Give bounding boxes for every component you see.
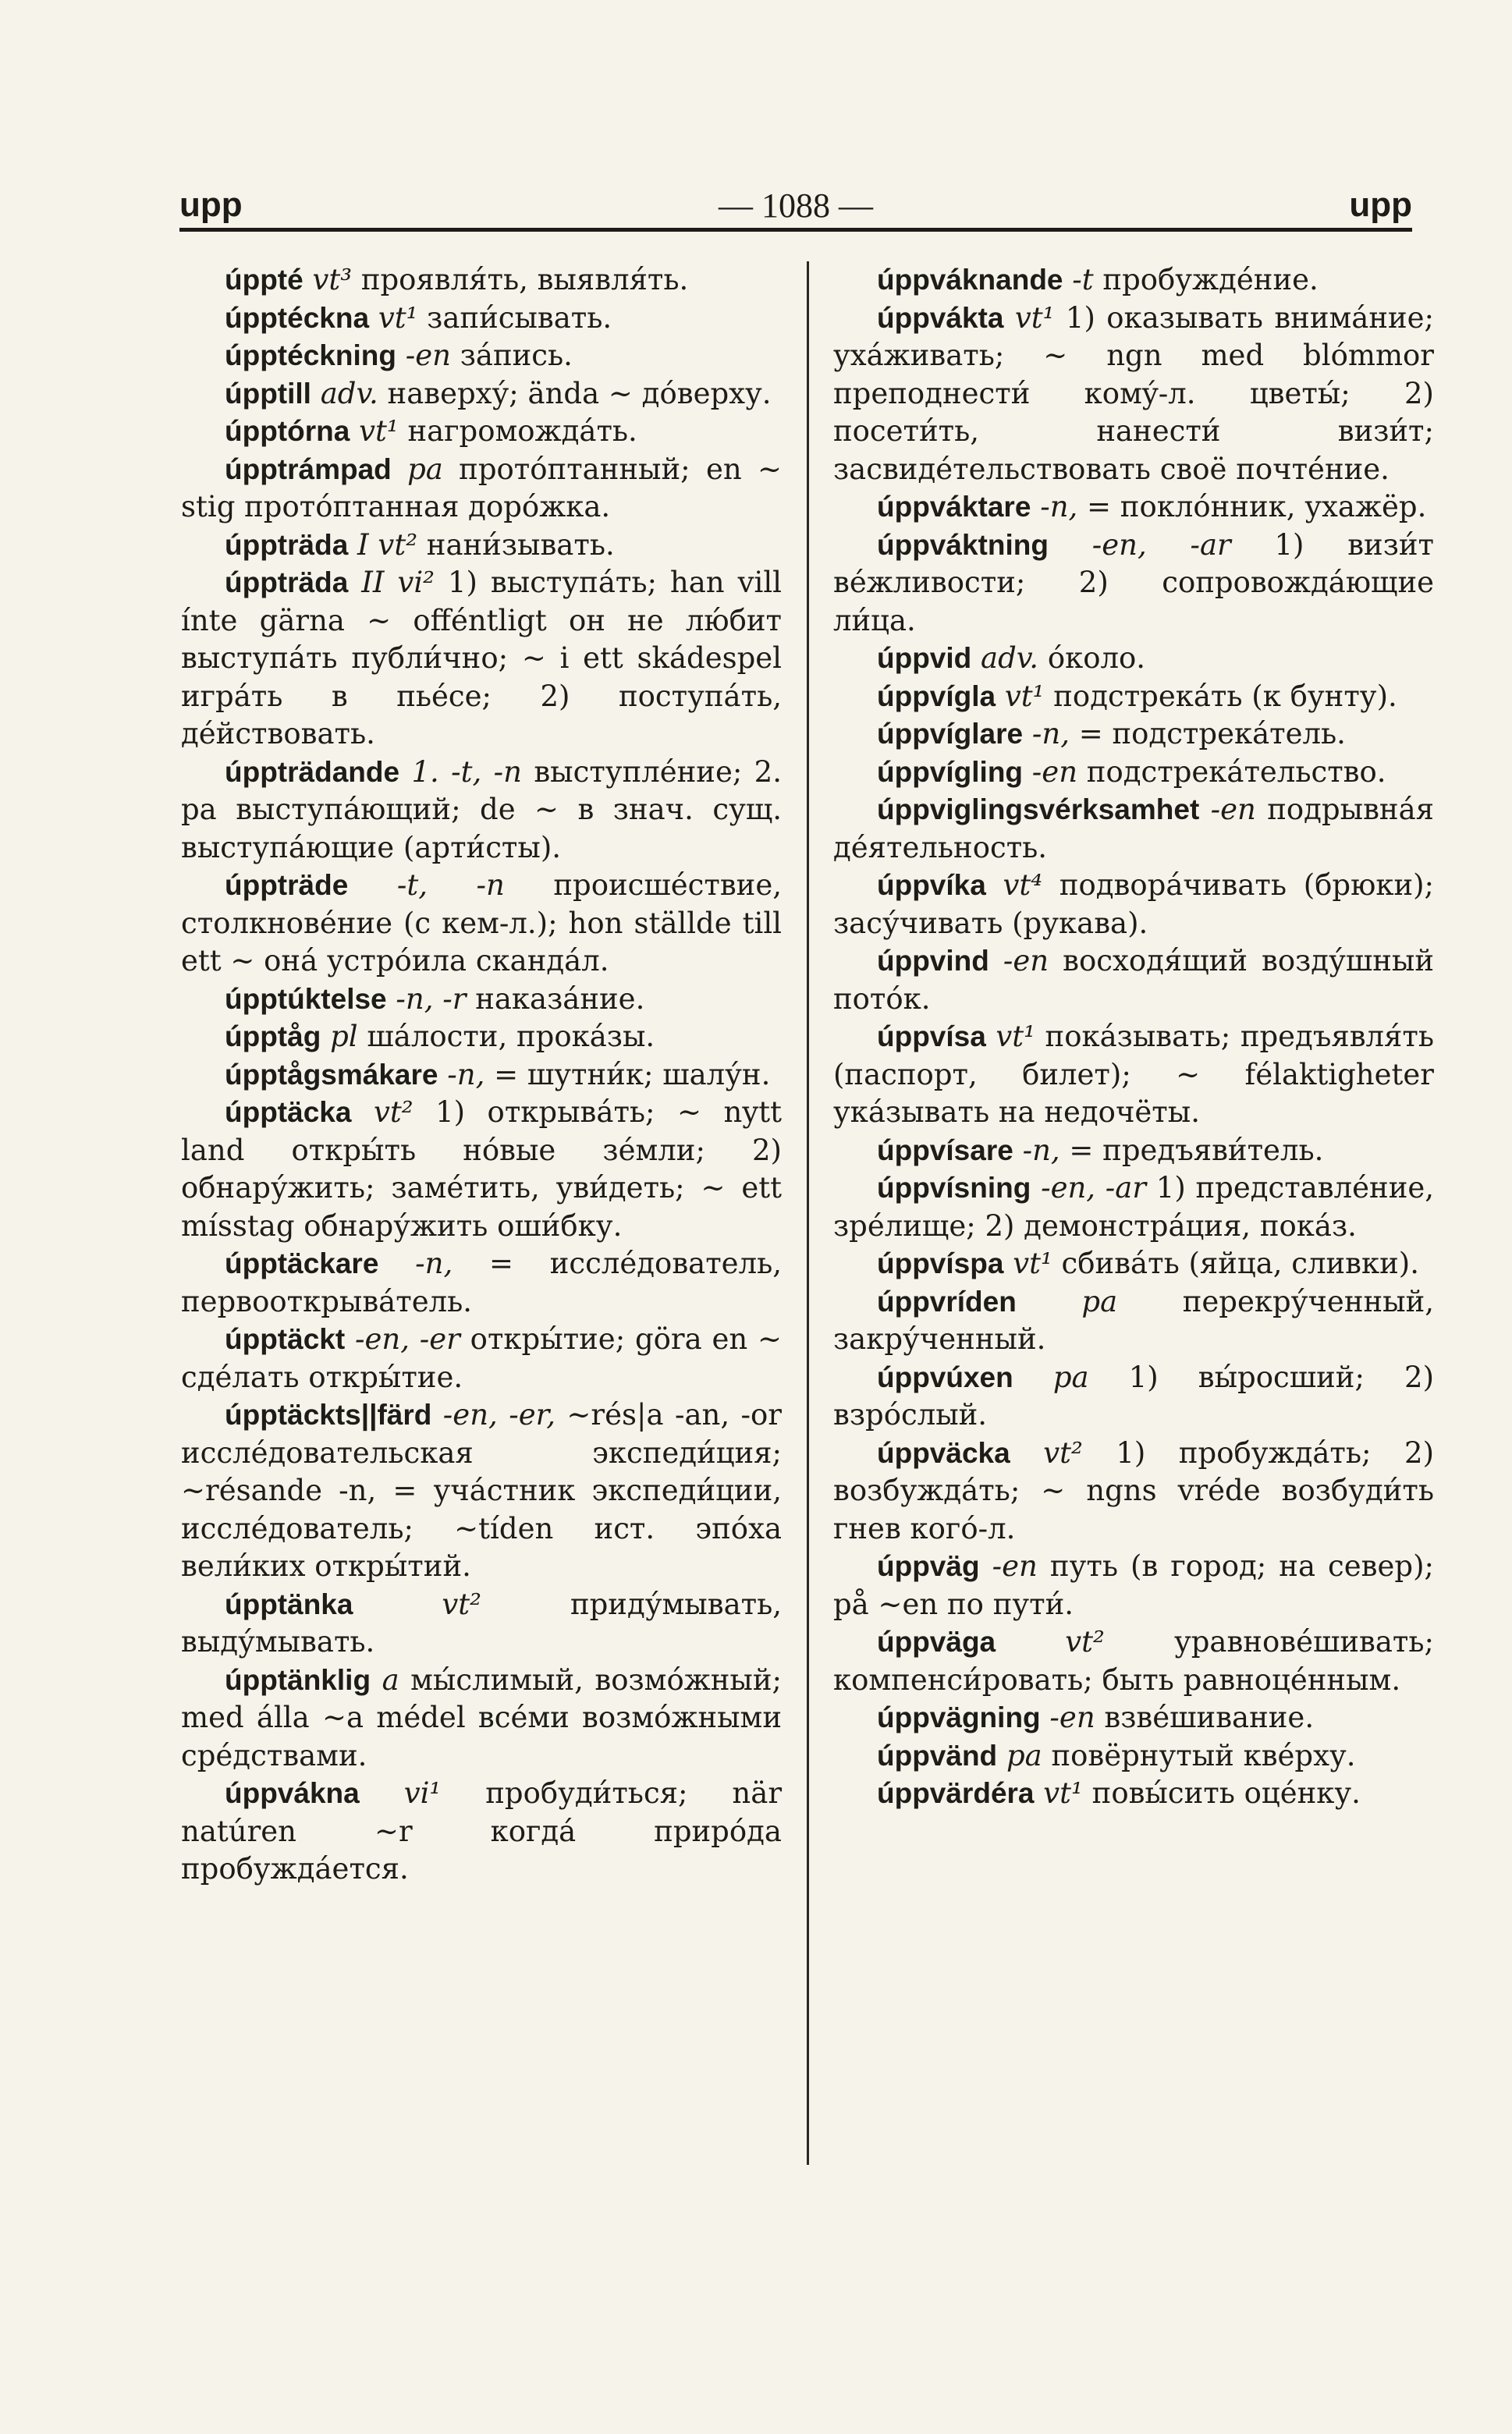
dictionary-entry	[181, 375, 782, 413]
headword: úpptéckning	[225, 339, 396, 371]
translation: 1) открыва́ть; ~ nytt land откры́ть нóвые зéмли; 2) обнару́жить; заме́тить, уви́деть; ~ ett mísstag обнару́жить оши́бку.	[181, 1095, 783, 1243]
grammar-label: -n, =	[415, 1247, 514, 1280]
grammar-label: -n, =	[1040, 490, 1112, 523]
translation: за́пись.	[450, 339, 573, 372]
grammar-label: vt¹	[1013, 1247, 1052, 1280]
headword: úppträda	[225, 566, 349, 598]
grammar-label: -n, =	[447, 1057, 519, 1091]
grammar-label: -en	[405, 339, 451, 372]
grammar-label: vt¹	[996, 1020, 1035, 1053]
translation: 1) выступа́ть; han vill ínte gärna ~ offéntligt он не лю́бит выступа́ть публи́чно; ~ i ett skádespel игра́ть в пье́се; 2) поступа́ть, де́йствовать.	[181, 566, 782, 750]
headword: úppvígling	[877, 755, 1024, 788]
dictionary-entry	[181, 1586, 782, 1662]
grammar-label: pl	[330, 1020, 358, 1053]
translation: пока́зывать; предъявля́ть (паспорт, билет); ~ félaktigheter ука́зывать на недочёты.	[833, 1020, 1435, 1129]
dictionary-entry	[833, 1283, 1434, 1359]
translation: наверху́; ända ~ до́верху.	[378, 376, 772, 410]
headword: úppväga	[877, 1626, 996, 1658]
grammar-label: -en, -ar	[1091, 527, 1231, 562]
headword: úppvind	[877, 945, 989, 977]
translation: 1) вы́росший; 2) взрóслый.	[833, 1360, 1434, 1432]
translation: откры́тие; göra en ~ сде́лать откры́тие.	[181, 1322, 782, 1394]
grammar-label: pa	[1052, 1360, 1089, 1394]
dictionary-entry	[833, 1018, 1434, 1132]
header-rule	[179, 228, 1412, 232]
headword: úppvísare	[877, 1134, 1013, 1166]
headword: úpptäcka	[225, 1096, 352, 1128]
grammar-label: -en	[1049, 1701, 1095, 1734]
translation: подрывна́я де́ятельность.	[833, 793, 1434, 864]
grammar-label: II vi²	[361, 566, 435, 599]
translation: восходя́щий возду́шный потóк.	[833, 944, 1435, 1016]
grammar-label: vt¹	[1014, 300, 1055, 335]
dictionary-entry	[181, 564, 782, 754]
headword: úpptill	[225, 377, 311, 410]
translation: подстрека́тель.	[1102, 717, 1346, 750]
dictionary-entry	[181, 1094, 782, 1245]
headword: úppvákta	[877, 301, 1004, 334]
headword: úpptúktelse	[225, 982, 387, 1015]
grammar-label: -n, -r	[396, 981, 467, 1016]
translation: подстрека́ть (к бунту).	[1044, 679, 1397, 713]
grammar-label: -en	[1003, 944, 1049, 978]
dictionary-entry	[833, 300, 1434, 489]
grammar-label: adv.	[981, 641, 1039, 675]
grammar-label: pa	[407, 452, 443, 486]
headword: úpptänklig	[225, 1663, 371, 1696]
translation: проявля́ть, выявля́ть.	[352, 263, 689, 296]
dictionary-entry	[833, 488, 1434, 527]
translation: протóптанный; en ~ stig протóптанная дорóжка.	[181, 452, 782, 523]
headword: úpptäckare	[225, 1247, 379, 1279]
grammar-label: vt²	[1065, 1625, 1105, 1659]
translation: взве́шивание.	[1095, 1701, 1315, 1734]
dictionary-entry	[833, 942, 1434, 1018]
dictionary-entry	[181, 451, 782, 527]
right-column	[833, 261, 1434, 1813]
dictionary-entry	[833, 1737, 1434, 1776]
dictionary-entry	[833, 261, 1434, 300]
dictionary-entry	[833, 1623, 1434, 1699]
translation: путь (в город; на север); på ~en по пути́.	[833, 1549, 1434, 1621]
grammar-label: -n, =	[1022, 1133, 1094, 1167]
translation: 1) представле́ние, зре́лище; 2) демонстра́ция, пока́з.	[833, 1171, 1435, 1243]
grammar-label: I vt²	[357, 527, 418, 562]
translation: ша́лости, прока́зы.	[357, 1020, 655, 1053]
dictionary-entry	[181, 1775, 782, 1889]
translation: повёрнутый кве́рху.	[1042, 1738, 1356, 1772]
translation: перекру́ченный, закру́ченный.	[833, 1284, 1435, 1356]
translation: запи́сывать.	[417, 300, 612, 335]
grammar-label: vt¹	[1004, 679, 1045, 713]
dictionary-entry	[181, 413, 782, 451]
headword: úpptågsmákare	[225, 1058, 438, 1091]
headword: úppvíka	[877, 869, 986, 901]
dictionary-entry	[181, 1018, 782, 1056]
headword: úpptrámpad	[225, 452, 392, 485]
grammar-label: -en, -ar	[1041, 1171, 1147, 1205]
grammar-label: vt⁴	[1003, 868, 1043, 902]
grammar-label: -en	[1210, 793, 1256, 826]
grammar-label: pa	[1006, 1738, 1042, 1772]
grammar-label: adv.	[320, 376, 378, 410]
column-divider	[807, 261, 809, 2165]
dictionary-entry	[181, 1396, 782, 1586]
dictionary-entry	[833, 678, 1434, 716]
grammar-label: 1. -t, -n	[411, 754, 522, 789]
headword: úpptéckna	[225, 301, 370, 334]
grammar-label: pa	[1081, 1284, 1118, 1318]
page-header	[179, 179, 1412, 234]
headword: úppvákna	[225, 1777, 360, 1809]
grammar-label: vt¹	[359, 414, 399, 448]
left-column	[181, 261, 782, 1889]
translation: поклóнник, ухажёр.	[1111, 490, 1427, 523]
grammar-label: -t, -n	[396, 868, 505, 902]
grammar-label: vt²	[373, 1095, 413, 1129]
dictionary-entry	[181, 981, 782, 1019]
translation: пробужде́ние.	[1093, 263, 1319, 296]
headword: úppvríden	[877, 1285, 1017, 1318]
translation: повы́сить оце́нку.	[1082, 1776, 1361, 1810]
dictionary-entry	[181, 1245, 782, 1321]
headword: úpptäckts||färd	[225, 1399, 432, 1431]
headword: úppvísa	[877, 1020, 986, 1052]
dictionary-entry	[181, 1321, 782, 1396]
headword: úppváktare	[877, 491, 1031, 523]
headword: úppträdande	[225, 755, 400, 788]
dictionary-entry	[833, 1548, 1434, 1623]
headword: úpptåg	[225, 1020, 321, 1052]
grammar-label: -n, =	[1031, 717, 1103, 750]
grammar-label: vi¹	[403, 1776, 442, 1810]
dictionary-entry	[181, 527, 782, 565]
dictionary-entry	[833, 754, 1434, 792]
right-guide-word: upp	[1349, 186, 1412, 224]
grammar-label: -en	[1031, 754, 1078, 789]
translation: уравнове́шивать; компенси́ровать; быть равноце́нным.	[833, 1625, 1434, 1697]
dictionary-entry	[833, 791, 1434, 867]
translation: подвора́чивать (брюки); засу́чивать (рукава).	[833, 868, 1435, 940]
headword: úppvúxen	[877, 1361, 1013, 1393]
headword: úppträde	[225, 869, 349, 901]
translation: 1) визи́т ве́жливости; 2) сопровожда́ющие ли́ца.	[833, 527, 1435, 637]
headword: úppträda	[225, 528, 349, 561]
grammar-label: vt²	[1043, 1435, 1083, 1470]
grammar-label: vt²	[442, 1587, 482, 1621]
headword: úppvid	[877, 642, 972, 674]
headword: úpptórna	[225, 415, 350, 447]
dictionary-entry	[833, 1169, 1434, 1245]
dictionary-entry	[833, 1132, 1434, 1170]
grammar-label: vt³	[312, 263, 353, 296]
grammar-label: a	[382, 1662, 399, 1697]
headword: úpptäckt	[225, 1323, 346, 1355]
headword: úppvägning	[877, 1701, 1041, 1733]
headword: úppväg	[877, 1550, 980, 1582]
headword: úppváktning	[877, 528, 1049, 561]
translation: предъяви́тель.	[1093, 1133, 1324, 1167]
dictionary-entry	[833, 867, 1434, 942]
left-guide-word: upp	[179, 186, 243, 224]
dictionary-entry	[833, 1699, 1434, 1737]
grammar-label: vt¹	[1043, 1776, 1083, 1810]
dictionary-entry	[833, 1435, 1434, 1549]
page-number: — 1088 —	[719, 186, 873, 225]
translation: нани́зывать.	[417, 527, 615, 562]
headword: úpptänka	[225, 1588, 353, 1620]
translation: мы́слимый, возмóжный; med álla ~a médel всéми возмóжными срéдствами.	[181, 1662, 783, 1772]
translation: óколо.	[1038, 641, 1146, 675]
dictionary-entry	[833, 1775, 1434, 1813]
translation: приду́мывать, выду́мывать.	[181, 1587, 782, 1659]
headword: úppvígla	[877, 679, 996, 712]
headword: úppvísning	[877, 1172, 1031, 1204]
translation: 1) пробужда́ть; 2) возбужда́ть; ~ ngns vréde возбуди́ть гнев когó-л.	[833, 1435, 1434, 1545]
grammar-label: -en, -er	[355, 1322, 460, 1356]
dictionary-entry	[833, 715, 1434, 754]
headword: úppviglingsvérksamhet	[877, 793, 1200, 825]
translation: выступле́ние; 2. pa выступа́ющий; de ~ в знач. сущ. выступа́ющие (арти́сты).	[181, 754, 782, 864]
dictionary-entry	[833, 527, 1434, 640]
translation: подстрека́тельство.	[1077, 754, 1386, 789]
translation: иссле́дователь, первооткрыва́тель.	[181, 1247, 782, 1318]
translation: сбива́ть (яйца, сливки).	[1052, 1247, 1419, 1280]
dictionary-entry	[181, 1056, 782, 1095]
headword: úppvärdéra	[877, 1777, 1035, 1809]
dictionary-entry	[181, 261, 782, 300]
translation: ~rés|a -an, -or иссле́довательская экспеди́ция; ~résande -n, = уча́стник экспеди́ции, иссле́дователь; ~tíden ист. эпóха вели́ких откры́тий.	[181, 1398, 782, 1583]
dictionary-entry	[181, 754, 782, 868]
dictionary-entry	[181, 337, 782, 375]
grammar-label: -t	[1072, 263, 1094, 296]
headword: úppvíglare	[877, 718, 1024, 750]
grammar-label: -en	[992, 1549, 1038, 1583]
dictionary-entry	[833, 1245, 1434, 1283]
headword: úppté	[225, 264, 303, 296]
headword: úppváknande	[877, 264, 1063, 296]
translation: пробуди́ться; när natúren ~r когда́ прирóда пробужда́ется.	[181, 1776, 783, 1886]
dictionary-entry	[833, 640, 1434, 678]
dictionary-entry	[181, 867, 782, 981]
dictionary-entry	[181, 300, 782, 338]
headword: úppvíspa	[877, 1247, 1004, 1279]
translation: шутни́к; шалу́н.	[518, 1057, 771, 1091]
dictionary-entry	[833, 1359, 1434, 1435]
translation: происше́ствие, столкнове́ние (с кем-л.); hon ställde till ett ~ она́ устрóила сканда́л.	[181, 868, 782, 978]
translation: 1) оказывать внима́ние; уха́живать; ~ ngn med blómmor преподнести́ комý-л. цветы́; 2) посети́ть, нанести́ визи́т; засвиде́тельствовать своё почте́ние.	[833, 300, 1435, 486]
dictionary-entry	[181, 1662, 782, 1776]
grammar-label: vt¹	[378, 300, 418, 335]
grammar-label: -en, -er,	[442, 1398, 555, 1432]
headword: úppväcka	[877, 1436, 1010, 1469]
headword: úppvänd	[877, 1739, 998, 1772]
translation: наказа́ние.	[466, 981, 645, 1016]
translation: нагроможда́ть.	[398, 414, 637, 448]
